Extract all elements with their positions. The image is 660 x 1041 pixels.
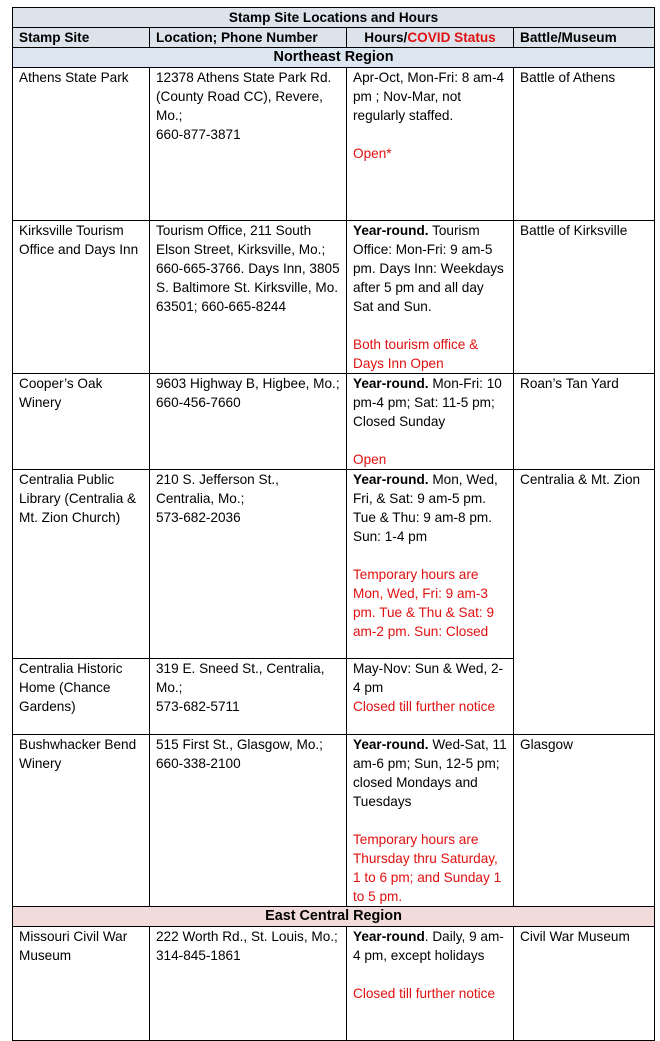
site-location: [150, 374, 347, 470]
site-hours: [347, 68, 514, 221]
site-name: Missouri Civil War Museum: [13, 927, 150, 1041]
site-hours: [347, 221, 514, 374]
region-east-central: East Central Region: [13, 907, 655, 927]
hours-text: Tourism Office: Mon-Fri: 9 am-5 pm. Days Inn: Weekdays after 5 pm and all day Sat and Sun.: [353, 223, 504, 314]
site-location: Tourism Office, 211 South Elson Street, Kirksville, Mo.; 660-665-3766. Days Inn, 3805 S. Baltimore St. Kirksville, Mo. 63501; 660-665-8244: [150, 221, 347, 374]
location-address: 222 Worth Rd., St. Louis, Mo.;: [156, 929, 338, 944]
header-battle-museum: Battle/Museum: [514, 28, 655, 48]
covid-status: Both tourism office & Days Inn Open: [353, 337, 479, 371]
stamp-site-table: [12, 7, 655, 1041]
site-location: [150, 927, 347, 1041]
site-name: Cooper’s Oak Winery: [13, 374, 150, 470]
hours-year-round: Year-round: [353, 929, 425, 944]
table-row: [13, 374, 655, 470]
site-location: [150, 659, 347, 735]
location-phone: 573-682-5711: [156, 699, 240, 714]
battle-museum: Battle of Athens: [514, 68, 655, 221]
site-location: 515 First St., Glasgow, Mo.; 660-338-2100: [150, 735, 347, 907]
location-address: 9603 Highway B, Higbee, Mo.;: [156, 376, 340, 391]
location-phone: 573-682-2036: [156, 510, 241, 525]
battle-museum: Civil War Museum: [514, 927, 655, 1041]
location-address: 319 E. Sneed St., Centralia, Mo.;: [156, 661, 325, 695]
hours-text: Apr-Oct, Mon-Fri: 8 am-4 pm ; Nov-Mar, not regularly staffed.: [353, 70, 505, 123]
hours-year-round: Year-round.: [353, 737, 429, 752]
covid-status: Open*: [353, 146, 392, 161]
hours-text: Wed-Sat, 11 am-6 pm; Sun, 12-5 pm; closed Mondays and Tuesdays: [353, 737, 507, 809]
site-hours: [347, 735, 514, 907]
region-northeast: Northeast Region: [13, 48, 655, 68]
header-hours-label: Hours/: [364, 30, 408, 45]
site-hours: [347, 470, 514, 659]
table-title-row: [13, 8, 655, 28]
site-hours: [347, 659, 514, 735]
hours-text: Mon, Wed, Fri, & Sat: 9 am-5 pm. Tue & Thu: 9 am-8 pm. Sun: 1-4 pm: [353, 472, 498, 544]
location-address: 12378 Athens State Park Rd. (County Road CC), Revere, Mo.;: [156, 70, 332, 123]
site-hours: [347, 374, 514, 470]
site-name: Kirksville Tourism Office and Days Inn: [13, 221, 150, 374]
table-row: [13, 735, 655, 907]
hours-year-round: Year-round.: [353, 472, 429, 487]
battle-museum: Glasgow: [514, 735, 655, 907]
site-name: Bushwhacker Bend Winery: [13, 735, 150, 907]
table-row: [13, 927, 655, 1041]
battle-museum: Centralia & Mt. Zion: [514, 470, 655, 735]
location-phone: 314-845-1861: [156, 948, 241, 963]
hours-text: Mon-Fri: 10 pm-4 pm; Sat: 11-5 pm; Closed Sunday: [353, 376, 502, 429]
table-header-row: [13, 28, 655, 48]
covid-status: Temporary hours are Mon, Wed, Fri: 9 am-3 pm. Tue & Thu & Sat: 9 am-2 pm. Sun: Closed: [353, 567, 495, 639]
battle-museum: Roan’s Tan Yard: [514, 374, 655, 470]
covid-status: Closed till further notice: [353, 986, 496, 1001]
table-row: [13, 68, 655, 221]
header-hours: [347, 28, 514, 48]
location-address: 210 S. Jefferson St., Centralia, Mo.;: [156, 472, 279, 506]
site-name: Athens State Park: [13, 68, 150, 221]
covid-status: Closed till further notice: [353, 699, 496, 714]
header-location: Location; Phone Number: [150, 28, 347, 48]
location-phone: 660-456-7660: [156, 395, 241, 410]
table-row: [13, 221, 655, 374]
table-title: Stamp Site Locations and Hours: [13, 8, 655, 28]
battle-museum: Battle of Kirksville: [514, 221, 655, 374]
covid-status: Open: [353, 452, 387, 467]
location-phone: 660-877-3871: [156, 127, 241, 142]
region-row-northeast: [13, 48, 655, 68]
hours-year-round: Year-round.: [353, 223, 429, 238]
hours-text: . Daily, 9 am-4 pm, except holidays: [353, 929, 504, 963]
region-row-east-central: [13, 907, 655, 927]
hours-text: May-Nov: Sun & Wed, 2-4 pm: [353, 661, 504, 695]
site-location: [150, 470, 347, 659]
site-name: Centralia Historic Home (Chance Gardens): [13, 659, 150, 735]
site-name: Centralia Public Library (Centralia & Mt. Zion Church): [13, 470, 150, 659]
hours-year-round: Year-round.: [353, 376, 429, 391]
site-location: [150, 68, 347, 221]
covid-status: Temporary hours are Thursday thru Saturday, 1 to 6 pm; and Sunday 1 to 5 pm.: [353, 832, 502, 904]
table-row: [13, 470, 655, 659]
header-stamp-site: Stamp Site: [13, 28, 150, 48]
site-hours: [347, 927, 514, 1041]
header-covid-status: COVID Status: [407, 30, 496, 45]
